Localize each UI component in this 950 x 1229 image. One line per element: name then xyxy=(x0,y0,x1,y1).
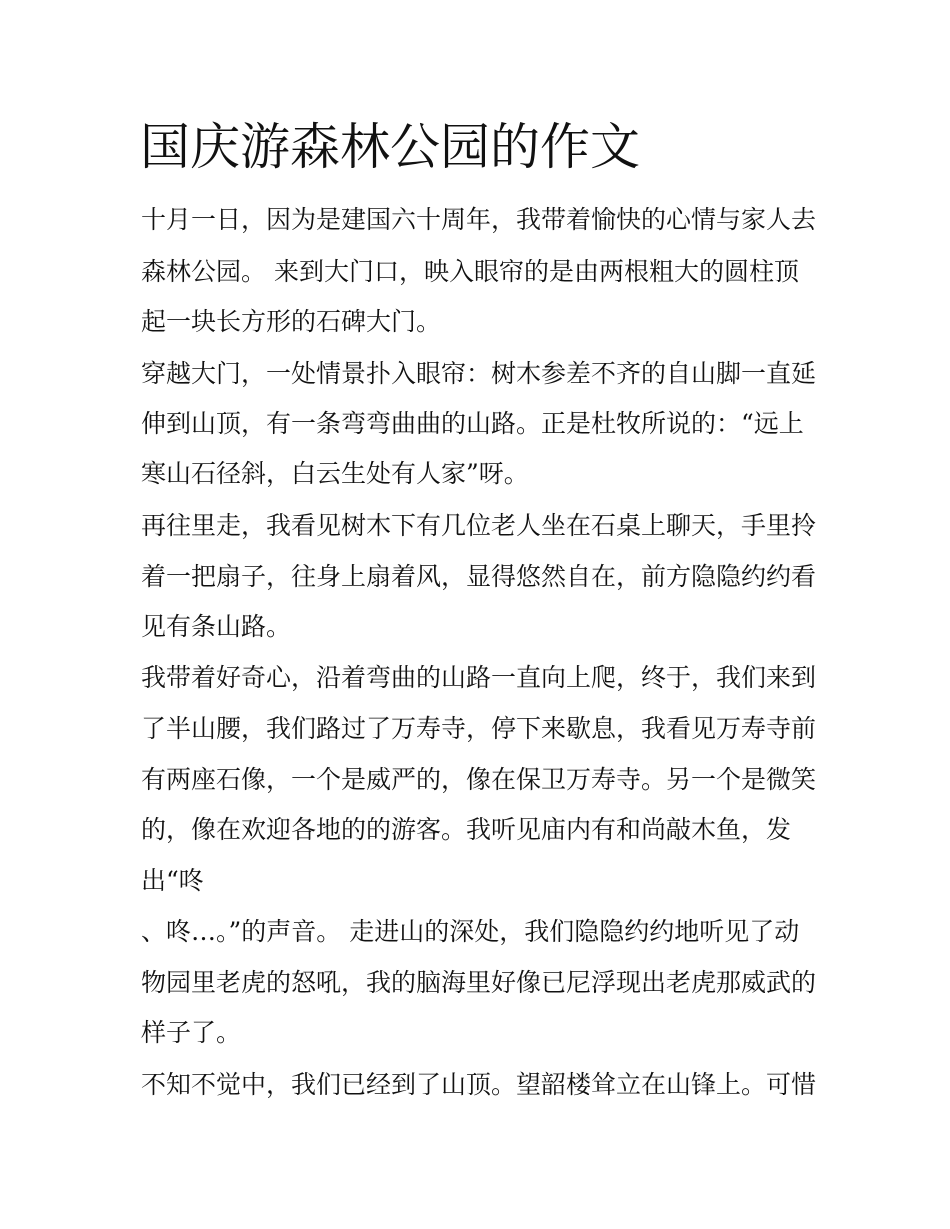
text-line: 出“咚 xyxy=(141,866,204,895)
text-line: 了半山腰，我们路过了万寿寺，停下来歇息，我看见万寿寺前 xyxy=(141,714,817,743)
text-line: 再往里走，我看见树木下有几位老人坐在石桌上聊天，手里拎 xyxy=(141,511,817,540)
text-line: 的，像在欢迎各地的的游客。我听见庙内有和尚敲木鱼，发 xyxy=(141,815,792,844)
text-line: 起一块长方形的石碑大门。 xyxy=(141,307,442,336)
text-line: 伸到山顶，有一条弯弯曲曲的山路。正是杜牧所说的：“远上 xyxy=(141,409,804,438)
document-title: 国庆游森林公园的作文 xyxy=(140,118,640,176)
text-line: 寒山石径斜，白云生处有人家”呀。 xyxy=(141,459,529,488)
text-line: 见有条山路。 xyxy=(141,612,292,641)
text-line: 穿越大门，一处情景扑入眼帘：树木参差不齐的自山脚一直延 xyxy=(141,359,817,388)
text-line: 、咚…。”的声音。 走进山的深处，我们隐隐约约地听见了动 xyxy=(141,917,800,946)
text-line: 不知不觉中，我们已经到了山顶。望韶楼耸立在山锋上。可惜 xyxy=(141,1070,817,1099)
text-line: 我带着好奇心，沿着弯曲的山路一直向上爬，终于，我们来到 xyxy=(141,663,817,692)
text-line: 样子了。 xyxy=(141,1018,242,1047)
text-line: 着一把扇子，往身上扇着风，显得悠然自在，前方隐隐约约看 xyxy=(141,562,817,591)
text-line: 有两座石像，一个是威严的，像在保卫万寿寺。另一个是微笑 xyxy=(141,765,817,794)
text-line: 十月一日，因为是建国六十周年，我带着愉快的心情与家人去 xyxy=(141,205,817,234)
text-line: 森林公园。 来到大门口，映入眼帘的是由两根粗大的圆柱顶 xyxy=(141,257,799,286)
text-line: 物园里老虎的怒吼，我的脑海里好像已尼浮现出老虎那威武的 xyxy=(141,968,817,997)
